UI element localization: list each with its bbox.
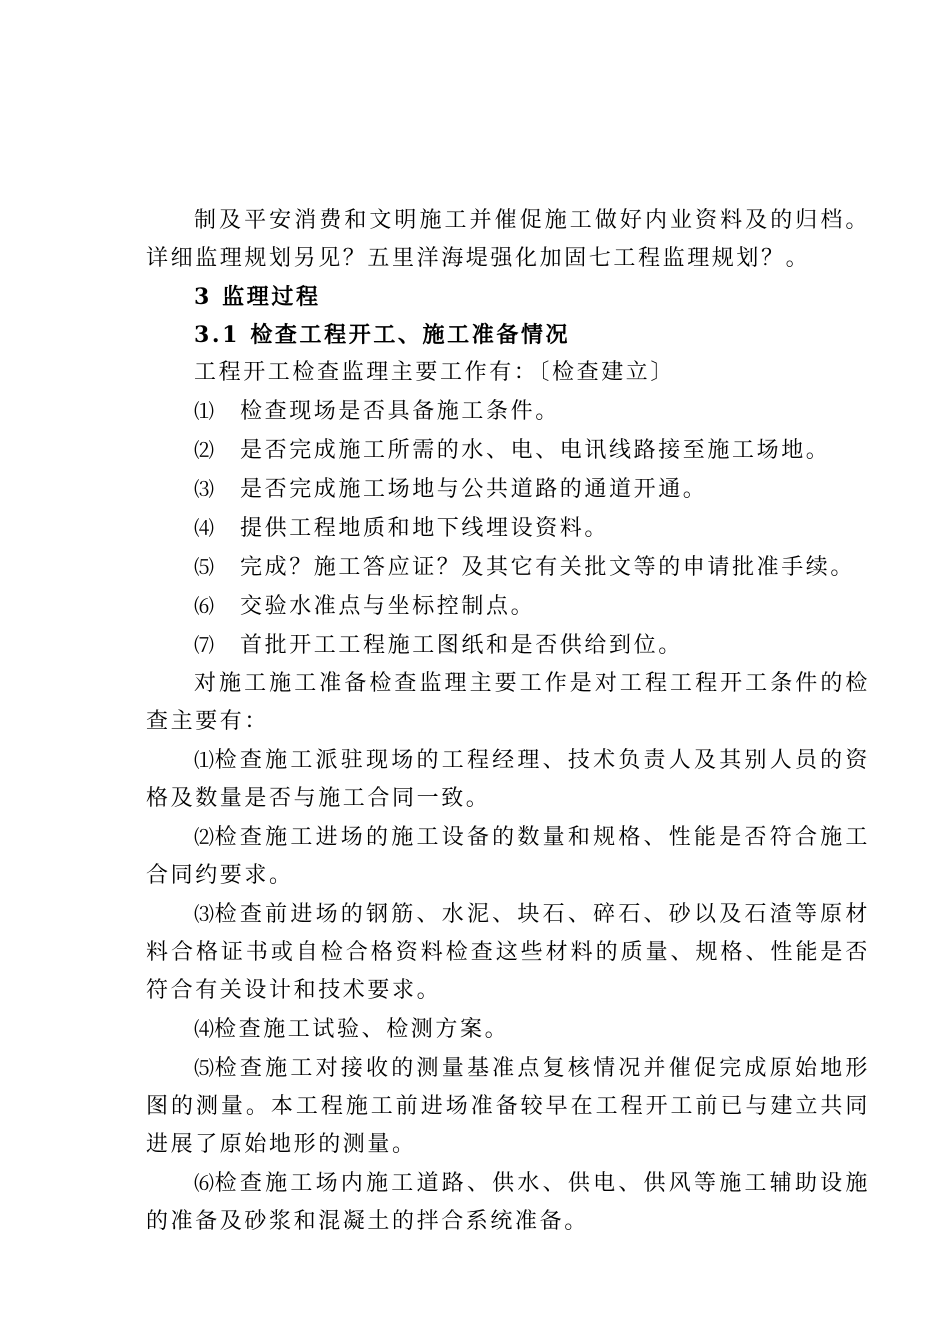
sub-list-item-text: 检查前进场的钢筋、水泥、块石、碎石、砂以及石渣等原材料合格证书或自检合格资料检查这些材料的质量、规格、性能是否符合有关设计和技术要求。 [146, 902, 871, 1003]
sub-list-item-text: 检查施工派驻现场的工程经理、技术负责人及其别人员的资格及数量是否与施工合同一致。 [146, 748, 871, 811]
sub-list-item-number: ⑵ [194, 825, 215, 849]
list-item [146, 509, 870, 548]
check-list [146, 392, 870, 665]
paragraph-line: 制及平安消费和文明施工并催促施工做好内业资料及的归档。 [194, 208, 870, 233]
document-body [146, 202, 870, 1241]
sub-list-item-text: 检查施工进场的施工设备的数量和规格、性能是否符合施工合同约要求。 [146, 825, 871, 888]
sub-list-item-text: 检查施工试验、检测方案。 [214, 1017, 510, 1042]
list-item [146, 470, 870, 509]
sub-list-item [146, 895, 870, 1010]
sub-list-item-number: ⑶ [194, 902, 215, 926]
list-item [146, 587, 870, 626]
list-item [146, 548, 870, 587]
prep-intro-paragraph: 对施工施工准备检查监理主要工作是对工程工程开工条件的检查主要有： [146, 671, 870, 734]
sub-list-item [146, 818, 870, 895]
list-item-text: 是否完成施工所需的水、电、电讯线路接至施工场地。 [240, 438, 831, 463]
list-item-text: 交验水准点与坐标控制点。 [240, 594, 536, 619]
list-item [146, 626, 870, 665]
list-item [146, 431, 870, 470]
list-item-number: ⑷ [194, 516, 214, 540]
paragraph-continuation [146, 202, 870, 278]
list-item-number: ⑵ [194, 438, 214, 462]
list-item-number: ⑸ [194, 555, 214, 579]
sub-list-item-number: ⑷ [194, 1017, 214, 1041]
list-item-text: 完成？施工答应证？及其它有关批文等的申请批准手续。 [240, 555, 856, 580]
list-item-text: 是否完成施工场地与公共道路的通道开通。 [240, 477, 708, 502]
list-item-number: ⑶ [194, 477, 214, 501]
sub-list-item-text: 检查施工对接收的测量基准点复核情况并催促完成原始地形图的测量。本工程施工前进场准备较早在工程开工前已与建立共同进展了原始地形的测量。 [146, 1056, 871, 1157]
sub-list-item-text: 检查施工场内施工道路、供水、供电、供风等施工辅助设施的准备及砂浆和混凝土的拌合系统准备。 [146, 1171, 871, 1234]
sub-list-item [146, 1049, 870, 1164]
list-item [146, 392, 870, 431]
list-item-number: ⑴ [194, 399, 214, 423]
sub-list-item [146, 1164, 870, 1241]
section-heading-3: 3 监理过程 [194, 284, 321, 310]
list-item-number: ⑺ [194, 633, 214, 657]
paragraph-line: 详细监理规划另见？五里洋海堤强化加固七工程监理规划？。 [146, 246, 811, 271]
sub-list-item-number: ⑴ [194, 748, 215, 772]
list-item-text: 检查现场是否具备施工条件。 [240, 399, 560, 424]
section-heading-3-1: 3.1 检查工程开工、施工准备情况 [194, 322, 571, 348]
sub-list-item-number: ⑸ [194, 1056, 215, 1080]
intro-paragraph: 工程开工检查监理主要工作有：〔检查建立〕 [194, 360, 676, 385]
list-item-text: 首批开工工程施工图纸和是否供给到位。 [240, 633, 683, 658]
sub-list-item [146, 741, 870, 818]
list-item-number: ⑹ [194, 594, 214, 618]
list-item-text: 提供工程地质和地下线埋设资料。 [240, 516, 610, 541]
sub-list-item [146, 1010, 870, 1049]
sub-list-item-number: ⑹ [194, 1171, 215, 1195]
prep-check-list [146, 741, 870, 1241]
